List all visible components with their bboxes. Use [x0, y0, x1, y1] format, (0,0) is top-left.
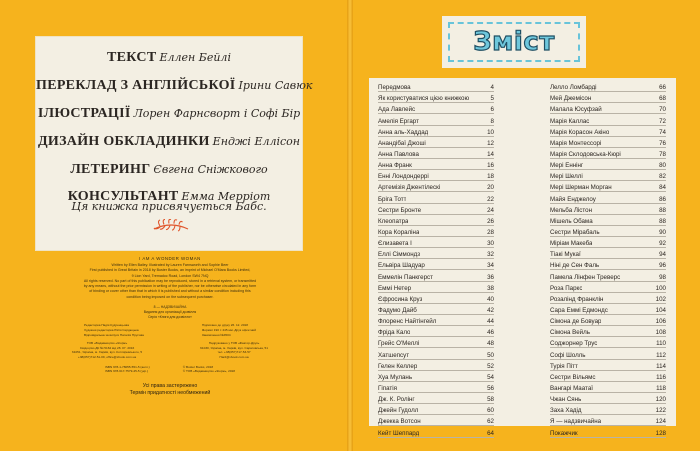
toc-entry-page: 116 [656, 373, 666, 381]
rights-notice [55, 383, 285, 397]
toc-entry-page: 84 [659, 184, 666, 192]
publisher-line: Hard@xbook.com.ua [219, 355, 249, 360]
toc-entry-name: Фадумо Дайб [378, 306, 417, 314]
toc-entry-page: 102 [655, 295, 666, 303]
toc-entry-page: 34 [487, 262, 494, 270]
toc-entry-name: Сестри Мірабаль [550, 228, 600, 236]
publisher-line: Свідоцтво ДК № 5162 від 28. 07. 2016 [79, 345, 135, 350]
toc-entry [550, 81, 666, 92]
publisher-line: ТОВ «Видавництво «Жорж» [86, 341, 128, 346]
toc-entry-page: 32 [487, 251, 494, 259]
series-line: Серія «Книги для дозвілля» [148, 314, 192, 319]
staff-left [84, 323, 144, 337]
toc-entry-page: 64 [487, 429, 494, 437]
toc-entry-name: Тіакі Мукаї [550, 251, 581, 259]
rights-line: Термін придатності необмежений [129, 390, 211, 396]
toc-entry [378, 126, 494, 137]
toc-entry-name: Чжан Сянь [550, 396, 582, 404]
toc-entry-name: Як користуватися цією книжкою [378, 95, 470, 103]
table-of-contents [369, 78, 676, 437]
toc-entry-page: 46 [487, 329, 494, 337]
toc-entry-name: Єлизавета І [378, 240, 412, 248]
toc-entry-name: Єфросина Круз [378, 295, 423, 303]
toc-entry-name: Гелен Келлер [378, 362, 418, 370]
toc-entry [550, 137, 666, 148]
toc-entry-name: Еллі Сіммондз [378, 251, 421, 259]
toc-entry-name: Флоренс Найтінгейл [378, 318, 437, 326]
toc-entry-name: Еммі Нетер [378, 284, 412, 292]
publisher-line: 61030, Україна, м. Харків, вул. Саратовська, 51 [200, 345, 268, 350]
toc-entry [550, 404, 666, 415]
toc-entry-name: Анна Франк [378, 162, 412, 170]
toc-entry-page: 44 [487, 318, 494, 326]
toc-entry [550, 215, 666, 226]
toc-entry-name: Анна аль-Хаддад [378, 128, 429, 136]
toc-entry [378, 293, 494, 304]
toc-entry-name: Роза Паркс [550, 284, 583, 292]
toc-entry [378, 170, 494, 181]
imprint-english-text [55, 263, 285, 300]
toc-entry-name: Марія Склодовська-Кюрі [550, 150, 621, 158]
credit-person: Ірини Савюк [238, 79, 313, 92]
credit-role: ЛЕТЕРИНГ [70, 162, 151, 177]
toc-entry-page: 72 [659, 117, 666, 125]
toc-entry-name: Джекка Вотсон [378, 418, 421, 426]
publisher-left [72, 341, 142, 359]
credit-person: Енджі Еллісон [212, 135, 301, 148]
credit-translator [36, 74, 313, 94]
toc-entry-name: Грейс О'Меллі [378, 340, 420, 348]
toc-entry-page: 86 [659, 195, 666, 203]
publisher-right [200, 341, 268, 359]
toc-entry [378, 103, 494, 114]
toc-entry-name: Мішель Обама [550, 217, 593, 225]
staff-line: Підписано до друку 26. 12. 2018 [201, 323, 249, 328]
toc-entry [378, 114, 494, 125]
toc-entry-page: 100 [655, 284, 666, 292]
toc-entry-page: 106 [655, 318, 666, 326]
publisher-line: +38(057)712-51-09, office@xbook.com.ua [78, 355, 137, 360]
toc-entry [550, 371, 666, 382]
toc-entry-name: Малала Юсуфзай [550, 106, 602, 114]
imprint-block [55, 256, 285, 374]
toc-entry-page: 28 [487, 228, 494, 236]
toc-entry-page: 18 [487, 173, 494, 181]
credits-card [36, 37, 313, 250]
toc-entry [550, 426, 666, 437]
toc-entry-name: Марія Монтессорі [550, 139, 602, 147]
toc-entry-name: Мері Шерман Морган [550, 184, 612, 192]
toc-entry [378, 137, 494, 148]
toc-entry-page: 12 [487, 139, 494, 147]
toc-entry [378, 81, 494, 92]
toc-entry-name: Енні Лондондеррі [378, 173, 429, 181]
toc-entry-name: Розалінд Франклін [550, 295, 604, 303]
toc-entry [550, 337, 666, 348]
toc-entry-name: Мей Джемісон [550, 95, 592, 103]
toc-entry-name: Мельба Лістон [550, 206, 593, 214]
toc-entry [378, 304, 494, 315]
toc-entry [550, 181, 666, 192]
toc-entry [550, 114, 666, 125]
toc-entry-page: 94 [659, 251, 666, 259]
credit-author [36, 46, 302, 66]
toc-entry [550, 170, 666, 181]
toc-entry-page: 88 [659, 206, 666, 214]
credit-lettering [36, 158, 302, 178]
toc-entry-page: 8 [490, 117, 494, 125]
toc-entry-name: Дж. К. Ролінг [378, 396, 415, 404]
toc-entry [378, 337, 494, 348]
toc-entry-name: Хатшепсут [378, 351, 410, 359]
toc-entry-name: Еммелін Панкгерст [378, 273, 433, 281]
credit-cover-design [36, 130, 302, 150]
toc-entry [378, 393, 494, 404]
toc-entry-page: 80 [659, 162, 666, 170]
imprint-line: Written by Ellen Bailey. Illustrated by Lauren Farnsworth and Sophie Beer [111, 263, 229, 267]
toc-entry [378, 415, 494, 426]
isbn-columns [105, 365, 235, 374]
toc-entry-page: 30 [487, 240, 494, 248]
toc-entry [550, 148, 666, 159]
toc-entry-name: Мері Еннінг [550, 162, 584, 170]
toc-entry-page: 104 [655, 306, 666, 314]
toc-entry [378, 426, 494, 437]
staff-right [202, 323, 256, 337]
credit-person: Євгена Сніжкового [153, 163, 268, 176]
credit-role: ТЕКСТ [107, 50, 157, 65]
toc-entry-name: Анандібаї Джоші [378, 139, 426, 147]
toc-entry-page: 110 [656, 340, 666, 348]
toc-entry-page: 60 [487, 407, 494, 415]
toc-entry-page: 124 [655, 418, 666, 426]
isbn-right [183, 365, 235, 374]
toc-entry-page: 78 [659, 150, 666, 158]
imprint-line: condition being imposed on the subsequent purchaser. [126, 294, 214, 299]
toc-entry-name: Ніні де Сен Фаль [550, 262, 600, 270]
toc-entry-page: 88 [659, 217, 666, 225]
toc-entry-page: 14 [487, 150, 494, 158]
toc-entry [378, 315, 494, 326]
toc-entry-name: Соджорнер Трус [550, 340, 598, 348]
toc-entry [378, 226, 494, 237]
toc-entry [550, 382, 666, 393]
toc-entry-page: 56 [487, 384, 494, 392]
toc-entry-name: Передмова [378, 84, 411, 92]
credit-role: КОНСУЛЬТАНТ [67, 189, 179, 204]
toc-entry-name: Ада Лавлейс [378, 106, 416, 114]
toc-entry-page: 114 [656, 362, 666, 370]
toc-entry-page: 54 [487, 373, 494, 381]
dedication: Ця книжка присвячується Бабс. [71, 200, 267, 213]
toc-right-column [550, 81, 666, 438]
toc-entry [378, 204, 494, 215]
toc-entry-name: Міріам Макеба [550, 240, 593, 248]
imprint-line: of binding or cover other than that in which it is published and without a similar condition including this [89, 289, 251, 294]
toc-left-column [378, 81, 494, 438]
toc-entry [550, 237, 666, 248]
toc-entry-page: 118 [656, 384, 666, 392]
contents-title: Зміст [473, 27, 555, 57]
toc-entry-name: Кейт Шеппард [378, 429, 420, 437]
toc-entry-name: Клеопатра [378, 217, 409, 225]
toc-entry-name: Сімона Вейль [550, 329, 590, 337]
toc-entry-name: Сімона де Бовуар [550, 318, 602, 326]
toc-entry [550, 204, 666, 215]
toc-entry [550, 315, 666, 326]
toc-entry-name: Ельвіра Шадуар [378, 262, 425, 270]
leaf-ornament-icon [152, 219, 190, 233]
toc-entry [378, 282, 494, 293]
toc-entry-name: Бріга Тотт [378, 195, 407, 203]
toc-entry-page: 22 [487, 195, 494, 203]
toc-entry [378, 248, 494, 259]
toc-entry-name: Артемізія Джентілескі [378, 184, 441, 192]
toc-entry-page: 108 [655, 329, 666, 337]
toc-entry-name: Вангарі Маатаї [550, 384, 593, 392]
toc-entry-name: Покажчик [550, 429, 578, 437]
toc-entry-page: 20 [487, 184, 494, 192]
toc-entry [378, 181, 494, 192]
staff-line: Редакторка Надія Кудренцьова [84, 323, 129, 328]
original-title: I AM A WONDER WOMAN [139, 256, 201, 261]
toc-entry [550, 226, 666, 237]
toc-entry-page: 92 [659, 240, 666, 248]
toc-entry-page: 82 [659, 173, 666, 181]
staff-line: Відповідальна за випуск Наталія Прусова [84, 332, 144, 337]
toc-entry-page: 50 [487, 351, 494, 359]
toc-entry [378, 326, 494, 337]
toc-entry-name: Сестри Вільямс [550, 373, 596, 381]
toc-entry [550, 415, 666, 426]
toc-entry-name: Майя Енджелоу [550, 195, 596, 203]
toc-entry-page: 26 [487, 217, 494, 225]
toc-entry-page: 4 [490, 84, 494, 92]
toc-entry-name: Лелло Ломбарді [550, 84, 597, 92]
toc-entry [550, 259, 666, 270]
toc-entry-page: 96 [659, 262, 666, 270]
credit-person: Еллен Бейлі [159, 51, 231, 64]
toc-entry [550, 326, 666, 337]
toc-entry-page: 122 [655, 407, 666, 415]
toc-entry-page: 76 [659, 139, 666, 147]
toc-entry [550, 304, 666, 315]
toc-entry [550, 159, 666, 170]
toc-entry-name: Турія Пітт [550, 362, 578, 370]
toc-entry [550, 192, 666, 203]
toc-entry-page: 38 [487, 284, 494, 292]
toc-entry [378, 259, 494, 270]
toc-entry-name: Хуа Мулань [378, 373, 413, 381]
imprint-line: First published in Great Britain in 2018 by Buster Books, an imprint of Michael O'Mara Books Limited, [89, 268, 251, 273]
contents-title-tag [442, 16, 586, 68]
toc-entry [550, 126, 666, 137]
staff-line: Художня редакторка Юлія Сердюцька [84, 328, 139, 333]
toc-entry-page: 70 [659, 106, 666, 114]
toc-entry-page: 90 [659, 228, 666, 236]
credit-person: Лорен Фарнсворт і Софі Бір [133, 107, 301, 120]
toc-entry [378, 92, 494, 103]
isbn-left [105, 365, 150, 374]
toc-entry-name: Памела Лінфен Треверс [550, 273, 621, 281]
toc-entry [378, 382, 494, 393]
toc-entry-name: Марія Корасон Акіно [550, 128, 610, 136]
toc-entry [378, 371, 494, 382]
toc-entry [550, 348, 666, 359]
toc-entry-name: Амелія Ергарт [378, 117, 419, 125]
rights-line: Усі права застережено [142, 383, 198, 389]
toc-entry [550, 103, 666, 114]
toc-entry-name: Марія Каллас [550, 117, 590, 125]
age-mark: 8 — НАДЗВИЧАЙНА [153, 305, 187, 310]
toc-entry [378, 237, 494, 248]
toc-entry [378, 270, 494, 281]
toc-entry-page: 120 [655, 396, 666, 404]
toc-entry [378, 215, 494, 226]
toc-entry-name: Гіпатія [378, 384, 397, 392]
toc-entry [550, 293, 666, 304]
toc-entry-page: 112 [656, 351, 666, 359]
toc-entry-page: 10 [487, 128, 494, 136]
toc-entry-page: 48 [487, 340, 494, 348]
credit-person: Емма Мерріот [181, 190, 271, 203]
toc-entry-page: 42 [487, 306, 494, 314]
toc-entry-name: Софі Шолль [550, 351, 586, 359]
toc-entry [550, 282, 666, 293]
credit-role: ДИЗАЙН ОБКЛАДИНКИ [37, 134, 210, 149]
copyright-line: © Buster Books, 2018 [182, 364, 214, 369]
toc-entry-page: 128 [655, 429, 666, 437]
imprint-line: 9 Lion Yard, Tremadoc Road, London SW4 7NQ [131, 273, 209, 278]
isbn-line: ISBN 978-1-78055-551-5 (англ.) [105, 364, 150, 369]
toc-entry-name: Сестри Бронте [378, 206, 422, 214]
credit-illustrators [36, 102, 302, 122]
credit-role: ПЕРЕКЛАД З АНГЛІЙСЬКОЇ [36, 78, 236, 93]
toc-entry-name: Кора Кораліна [378, 228, 420, 236]
toc-entry-page: 36 [487, 273, 494, 281]
toc-entry-page: 24 [487, 206, 494, 214]
toc-entry-name: Джейн Гудолл [378, 407, 419, 415]
toc-entry-page: 98 [659, 273, 666, 281]
publisher-line: тел. +38(057)717-53-57 [217, 350, 251, 355]
imprint-line: All rights reserved. No part of this publication may be reproduced, stored in a retrieval system, or transmitted [83, 278, 257, 283]
toc-entry-page: 62 [487, 418, 494, 426]
toc-entry-page: 66 [659, 84, 666, 92]
toc-entry-page: 68 [659, 95, 666, 103]
toc-entry-name: Сара Еммі Едмондс [550, 306, 608, 314]
isbn-line: ISBN 978-617-7579-45-5 (укр.) [105, 369, 148, 374]
toc-entry-name: Я — надзвичайна [550, 418, 602, 426]
toc-entry-name: Заха Хадід [550, 407, 582, 415]
toc-entry [378, 404, 494, 415]
toc-entry-page: 6 [490, 106, 494, 114]
toc-entry [550, 270, 666, 281]
toc-entry-page: 52 [487, 362, 494, 370]
toc-entry-page: 5 [490, 95, 494, 103]
toc-entry [378, 360, 494, 371]
credit-role: ІЛЮСТРАЦІЇ [37, 106, 131, 121]
toc-entry [550, 248, 666, 259]
toc-entry-page: 16 [487, 162, 494, 170]
book-gutter [347, 0, 353, 451]
publisher-line: Надруковано у ТОВ «Фактор-Друк» [208, 341, 260, 346]
publisher-line: 61051, Україна, м. Харків, вул. Котляревського, 5 [72, 350, 143, 355]
publisher-columns [72, 341, 268, 359]
toc-entry [378, 192, 494, 203]
toc-entry [550, 92, 666, 103]
toc-entry [550, 393, 666, 404]
staff-line: Формат 190 × 245 мм. Друк офсетний [201, 328, 256, 333]
toc-entry-name: Анна Павлова [378, 150, 419, 158]
copyright-line: © ТОВ «Видавництво «Жорж», 2018 [182, 369, 235, 374]
staff-line: Замовлення №4504 [201, 332, 231, 337]
staff-columns [84, 323, 256, 337]
toc-entry-name: Фріда Кало [378, 329, 411, 337]
toc-entry [550, 360, 666, 371]
series-line: Видання для організації дозвілля [143, 309, 197, 314]
toc-entry [378, 159, 494, 170]
imprint-line: by any means, without the prior permission in writing of the publisher, nor be otherwise circulated in any form [83, 284, 257, 289]
toc-entry-name: Мері Шеллі [550, 173, 583, 181]
toc-entry [378, 348, 494, 359]
toc-entry [378, 148, 494, 159]
toc-entry-page: 58 [487, 396, 494, 404]
toc-entry-page: 40 [487, 295, 494, 303]
toc-entry-page: 74 [659, 128, 666, 136]
